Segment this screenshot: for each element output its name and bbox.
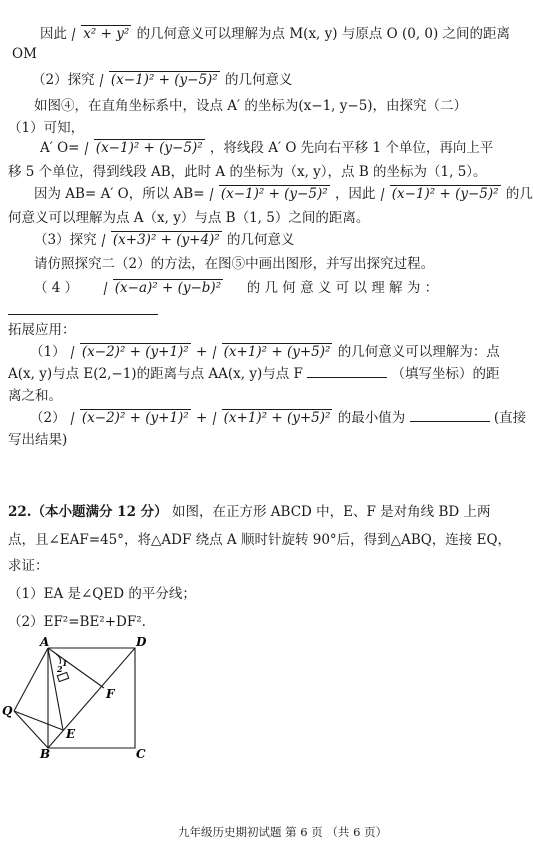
radical: (x−1)² + (y−5)² bbox=[85, 140, 205, 156]
radical: (x−2)² + (y+1)² bbox=[71, 410, 191, 426]
radical: (x+1)² + (y+5)² bbox=[213, 344, 333, 360]
label-d: D bbox=[136, 635, 147, 649]
radical: (x+1)² + (y+5)² bbox=[213, 410, 333, 426]
problem-22-item-1: （1）EA 是∠QED 的平分线； bbox=[8, 586, 196, 602]
coordinate-blank[interactable] bbox=[307, 365, 387, 378]
radical: (x−2)² + (y+1)² bbox=[71, 344, 191, 360]
radical: (x−1)² + (y−5)² bbox=[100, 72, 220, 88]
text-line-12: （ 4 ） (x−a)² + (y−b)² 的 几 何 意 义 可 以 理 解 为 ： bbox=[34, 280, 439, 296]
text: 的几何意义可以理解为点 M(x, y) 与原点 O (0, 0) 之间的距离 bbox=[136, 26, 511, 42]
text-line-10: （3）探究 (x+3)² + (y+4)² 的几何意义 bbox=[34, 232, 295, 248]
segment-aq bbox=[14, 648, 48, 711]
label-c: C bbox=[136, 747, 146, 761]
text-line-5: （1）可知， bbox=[8, 120, 85, 136]
page-footer: 九年级历史期初试题 第 6 页 （共 6 页） bbox=[178, 825, 388, 839]
label-b: B bbox=[40, 747, 51, 761]
text-line-14: 拓展应用： bbox=[8, 322, 76, 338]
text-line-7: 移 5 个单位，得到线段 AB，此时 A 的坐标为（x, y），点 B 的坐标为（1, 5）。 bbox=[8, 164, 487, 180]
text-line-8: 因为 AB= A′ O，所以 AB= (x−1)² + (y−5)² ，因此 (x−1)² + (y−5)² 的几 bbox=[34, 186, 533, 202]
text: 因此 bbox=[40, 26, 67, 42]
text-line-9: 何意义可以理解为点 A（x, y）与点 B（1, 5）之间的距离。 bbox=[8, 210, 370, 226]
label-e: E bbox=[66, 727, 76, 741]
text-line-18: （2） (x−2)² + (y+1)² + (x+1)² + (y+5)² 的最小值为 (直接 bbox=[30, 410, 527, 426]
radical: x² + y² bbox=[72, 26, 131, 42]
text-line-4: 如图④，在直角坐标系中，设点 A′ 的坐标为(x−1, y−5)，由探究（二） bbox=[34, 98, 468, 114]
answer-blank[interactable] bbox=[8, 300, 158, 315]
radical: (x−1)² + (y−5)² bbox=[381, 186, 501, 202]
label-q: Q bbox=[2, 704, 13, 718]
angle-label-1: 1 bbox=[62, 658, 68, 668]
text-line-19: 写出结果) bbox=[8, 432, 68, 448]
text-line-17: 离之和。 bbox=[8, 388, 62, 404]
text-line-11: 请仿照探究二（2）的方法，在图⑤中画出图形，并写出探究过程。 bbox=[34, 256, 435, 272]
problem-22-line-1: 22.（本小题满分 12 分） 如图，在正方形 ABCD 中，E、F 是对角线 BD 上两 bbox=[8, 504, 491, 520]
problem-22-line-3: 求证： bbox=[8, 558, 49, 574]
problem-header: 22.（本小题满分 12 分） bbox=[8, 504, 168, 520]
problem-22-item-2: （2）EF²=BE²+DF². bbox=[8, 614, 146, 630]
radical: (x+3)² + (y+4)² bbox=[102, 232, 222, 248]
text-line-2: OM bbox=[12, 46, 37, 62]
text-line-15: （1） (x−2)² + (y+1)² + (x+1)² + (y+5)² 的几何意义可以理解为：点 bbox=[30, 344, 500, 360]
min-value-blank[interactable] bbox=[410, 409, 490, 422]
problem-22-line-2: 点，且∠EAF=45°，将△ADF 绕点 A 顺时针旋转 90°后，得到△ABQ，连接 EQ， bbox=[8, 532, 512, 548]
text-line-1 bbox=[40, 22, 510, 42]
segment-qe bbox=[14, 711, 63, 730]
label-a: A bbox=[40, 635, 50, 649]
square-figure bbox=[0, 636, 160, 760]
text-line-16: A(x, y)与点 E(2,−1)的距离与点 AA(x, y)与点 F （填写坐标）的距 bbox=[8, 366, 500, 382]
angle-arc bbox=[56, 654, 61, 664]
angle-label-2: 2 bbox=[57, 664, 63, 674]
radical: (x−1)² + (y−5)² bbox=[210, 186, 330, 202]
radical: (x−a)² + (y−b)² bbox=[104, 280, 223, 296]
text-line-3: （2）探究 (x−1)² + (y−5)² 的几何意义 bbox=[32, 72, 293, 88]
segment-qb bbox=[14, 711, 48, 748]
text-line-6: A′ O= (x−1)² + (y−5)² ，将线段 A′ O 先向右平移 1 个单位，再向上平 bbox=[40, 140, 494, 156]
label-f: F bbox=[106, 687, 115, 701]
